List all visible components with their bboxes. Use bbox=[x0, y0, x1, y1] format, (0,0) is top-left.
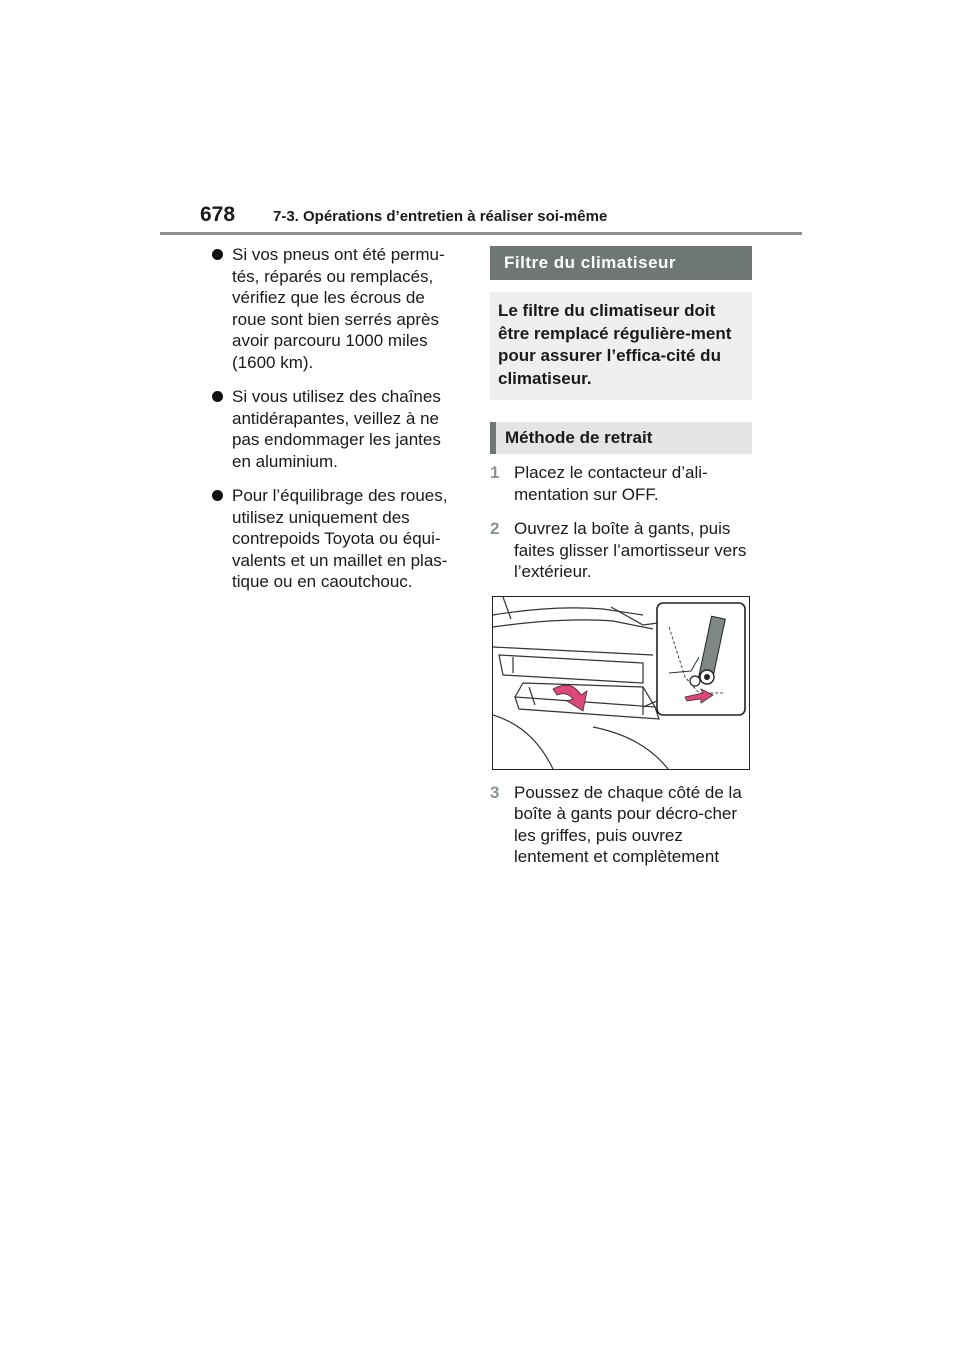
section-title: 7-3. Opérations d’entretien à réaliser soi-même bbox=[273, 208, 608, 225]
bullet-dot-icon bbox=[212, 391, 223, 402]
step-item bbox=[490, 518, 752, 583]
bullet-item bbox=[212, 485, 462, 593]
page-header bbox=[160, 203, 802, 237]
page-number: 678 bbox=[200, 203, 236, 226]
left-column bbox=[212, 244, 462, 606]
step-number: 3 bbox=[490, 782, 500, 802]
right-column bbox=[490, 246, 752, 881]
bullet-dot-icon bbox=[212, 249, 223, 260]
steps-list bbox=[490, 462, 752, 868]
bullet-dot-icon bbox=[212, 490, 223, 501]
glove-box-drawing bbox=[493, 597, 749, 769]
step-item bbox=[490, 462, 752, 505]
bullet-item bbox=[212, 244, 462, 373]
step-number: 2 bbox=[490, 519, 500, 538]
glove-box-illustration bbox=[492, 596, 750, 770]
step-text: Placez le contacteur d’ali-mentation sur OFF. bbox=[514, 463, 708, 504]
intro-box: Le filtre du climatiseur doit être remplacé régulière-ment pour assurer l’effica-cité du climatiseur. bbox=[490, 292, 752, 400]
bullet-item bbox=[212, 386, 462, 472]
step-text: Poussez de chaque côté de la boîte à gants pour décro-cher les griffes, puis ouvrez lentement et complètement bbox=[514, 782, 742, 866]
step-item bbox=[490, 782, 752, 868]
header-rule bbox=[160, 232, 802, 235]
step-text: Ouvrez la boîte à gants, puis faites glisser l’amortisseur vers l’extérieur. bbox=[514, 519, 747, 581]
bullet-text: Si vos pneus ont été permu-tés, réparés ou remplacés, vérifiez que les écrous de roue sont bien serrés après avoir parcouru 1000 miles (1600 km). bbox=[232, 245, 445, 372]
bullet-text: Si vous utilisez des chaînes antidérapantes, veillez à ne pas endommager les jantes en aluminium. bbox=[232, 387, 441, 471]
sub-heading: Méthode de retrait bbox=[490, 422, 752, 454]
detail-inset bbox=[657, 603, 745, 715]
down-arrow-icon bbox=[553, 685, 587, 711]
section-heading: Filtre du climatiseur bbox=[490, 246, 752, 280]
step-number: 1 bbox=[490, 463, 500, 482]
bullet-text: Pour l’équilibrage des roues, utilisez uniquement des contrepoids Toyota ou équi-valents et un maillet en plas-tique ou en caoutchouc. bbox=[232, 486, 448, 591]
